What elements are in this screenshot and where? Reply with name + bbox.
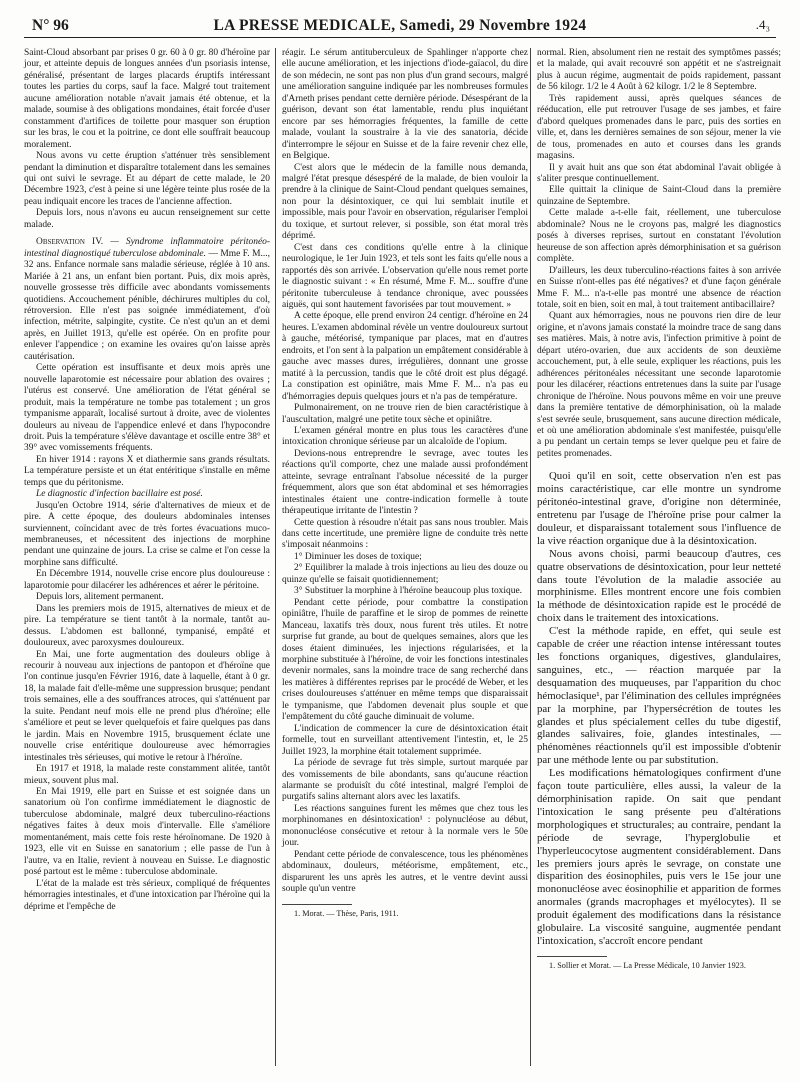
conclusion-section <box>537 470 781 948</box>
paragraph: Jusqu'en Octobre 1914, série d'alternatives de mieux et de pire. A cette époque, des douleurs abdominales intenses surviennent, coïncidant avec de très fortes évacuations muco-membraneuses, et nécessitent des injections de morphine pendant une quinzaine de jours. La crise se calme et l'on cesse la morphine sans difficulté. <box>24 500 270 568</box>
paragraph: A cette époque, elle prend environ 24 centigr. d'héroïne en 24 heures. L'examen abdominal révèle un ventre douloureux surtout à gauche, météorisé, tympanique par places, mat en d'autres endroits, et l'on sent à la palpation un empâtement considérable à gauche avec masses dures, irrégulières, donnant une grosse matité à la percussion, tandis que le côté droit est plus dégagé. La constipation est opiniâtre, mais Mme F. M... n'a pas eu d'hémorragies depuis quelques jours et n'a pas de température. <box>282 311 528 402</box>
observation-heading <box>24 237 270 363</box>
paragraph: Depuis lors, nous n'avons eu aucun renseignement sur cette malade. <box>24 208 270 230</box>
paragraph: Il y avait huit ans que son état abdominal l'avait obligée à s'aliter presque continuellement. <box>537 162 781 184</box>
paragraph: Cette question à résoudre n'était pas sans nous troubler. Mais dans cette incertitude, une première ligne de conduite très nette s'imposait néanmoins : <box>282 517 528 551</box>
paragraph: C'est alors que le médecin de la famille nous demanda, malgré l'état presque désespéré de la malade, de bien vouloir la prendre à la clinique de Saint-Cloud pendant quelques semaines, non pour la désintoxiquer, ce qui lui semblait inutile et impossible, mais pour l'avoir en observation, régulariser l'emploi du toxique, et surtout relever, si possible, son état moral très déprimé. <box>282 162 528 242</box>
paragraph: Devions-nous entreprendre le sevrage, avec toutes les réactions qu'il comporte, chez une malade aussi profondément atteinte, sevrage entraînant l'absolue nécessité de la purger fréquemment, alors que son état abdominal et ses hémorragies intestinales étaient une contre-indication formelle à toute thérapeutique irritante de l'intestin ? <box>282 448 528 517</box>
observation-title: — Syndrome inflammatoire péritonéo-intestinal diagnostiqué tuberculose abdominale. <box>24 237 270 259</box>
paragraph: En hiver 1914 : rayons X et diathermie sans grands résultats. La température persiste et un état entéritique s'installe en même temps que du péritonisme. <box>24 454 270 488</box>
paragraph: L'état de la malade est très sérieux, compliqué de fréquentes hémorragies intestinales, et d'une intoxication par l'héroïne qui la déprime et l'empêche de <box>24 878 270 912</box>
paragraph: En 1917 et 1918, la malade reste constamment alitée, tantôt mieux, souvent plus mal. <box>24 764 270 786</box>
paragraph: L'indication de commencer la cure de désintoxication était formelle, tout en surveillant attentivement l'intestin, et, le 25 Juillet 1923, la morphine était totalement supprimée. <box>282 723 528 757</box>
paragraph: C'est dans ces conditions qu'elle entre à la clinique neurologique, le 1er Juin 1923, et tels sont les faits qu'elle nous a rapportés dès son arrivée. L'observation qu'elle nous remet porte le diagnostic suivant : « En résumé, Mme F. M... souffre d'une péritonite tuberculeuse à tendance chronique, avec poussées aiguës, qui sont hautement favorisées par tout mouvement. » <box>282 242 528 310</box>
paragraph: C'est la méthode rapide, en effet, qui seule est capable de créer une réaction intense intéressant toutes les fonctions organiques, digestives, glandulaires, sanguines, etc., — réaction marquée par la desquamation des muqueuses, par l'apparition du choc hémoclasique¹, par l'élimination des cellules imprégnées par la morphine, par l'hypersécrétion de toutes les glandes et plus spécialement celles du tube digestif, glandes salivaires, foie, glandes intestinales, — phénomènes réactionnels qu'il est impossible d'obtenir par une méthode lente ou par substitution. <box>537 625 781 767</box>
footnote: 1. Sollier et Morat. — La Presse Médicale, 10 Janvier 1923. <box>549 960 746 970</box>
column-3 <box>537 48 781 971</box>
paragraph: Saint-Cloud absorbant par prises 0 gr. 60 à 0 gr. 80 d'héroïne par jour, et atteinte depuis de longues années d'un psoriasis intense, généralisé, présentant de larges placards éruptifs intéressant toutes les parties du corps, sauf la face. Malgré tout traitement aucune amélioration notable n'avait jamais été obtenue, et la malade, soumise à des obligations mondaines, était forcée d'user constamment d'artifices de toilette pour masquer son éruption sur les bras, le cou et la poitrine, ce dont elle souffrait beaucoup moralement. <box>24 48 270 150</box>
paragraph: Dans les premiers mois de 1915, alternatives de mieux et de pire. La température se tient tantôt à la normale, tantôt au-dessus. L'abdomen est ballonné, tympanisé, empâté et douloureux, avec paroxysmes douloureux. <box>24 603 270 649</box>
list-item: 1° Diminuer les doses de toxique; <box>294 551 422 562</box>
column-1 <box>24 48 270 913</box>
column-divider <box>530 48 531 1066</box>
paragraph: Cette malade a-t-elle fait, réellement, une tuberculose abdominale? Nous ne le croyons pas, malgré les diagnostics posés à diverses reprises, surtout en constatant l'évolution heureuse de son affection après démorphinisation et sa guérison complète. <box>537 208 781 265</box>
paragraph: Nous avons vu cette éruption s'atténuer très sensiblement pendant la diminution et disparaître totalement dans les semaines qui ont suivi le sevrage. Et au départ de cette malade, le 20 Décembre 1923, c'est à peine si une légère teinte plus rosée de la peau indiquait encore les traces de l'ancienne affection. <box>24 151 270 207</box>
paragraph: Quoi qu'il en soit, cette observation n'en est pas moins caractéristique, car elle montre un syndrome péritonéo-intestinal grave, d'origine non déterminée, entretenu par l'usage de l'héroïne prise pour calmer la douleur, et disparaissant totalement sous l'influence de la vive réaction organique due à la désintoxication. <box>537 470 781 547</box>
page-number: .4₃ <box>755 17 770 32</box>
paragraph: Quant aux hémorragies, nous ne pouvons rien dire de leur origine, et n'avons jamais constaté la moindre trace de sang dans ses matières. Mais, à notre avis, l'infection primitive à point de départ utéro-ovarien, due aux accidents de son deuxième accouchement, put, à elle seule, expliquer les réactions, puis les adhérences péritonéales nécessitant une seconde laparotomie pour les dilacérer, réactions entretenues dans la suite par l'usage chronique de l'héroïne. Nous pouvons même en voir une preuve dans la première tentative de démorphinisation, où la malade s'est sevrée seule, brusquement, sans aucune direction médicale, et où une amélioration abdominale s'est manifestée, puisqu'elle a pu pendant un certain temps se lever quelque peu et faire de petites promenades. <box>537 311 781 459</box>
paragraph: normal. Rien, absolument rien ne restait des symptômes passés; et la malade, qui avait recouvré son appétit et ne s'astreignait plus à aucun régime, augmentait de poids rapidement, passant de 56 kilogr. 1/2 le 4 Août à 62 kilogr. 1/2 le 8 Septembre. <box>537 48 781 93</box>
paragraph: Pulmonairement, on ne trouve rien de bien caractéristique à l'auscultation, malgré une petite toux sèche et opiniâtre. <box>282 403 528 425</box>
issue-number: N° 96 <box>32 17 69 34</box>
page-header <box>26 14 774 38</box>
paragraph: Les modifications hématologiques confirment d'une façon toute particulière, elles aussi, la valeur de la démorphinisation rapide. On sait que pendant l'intoxication le sang présente peu d'altérations morphologiques et structurales; au contraire, pendant la période de sevrage, l'hyperglobulie et l'hyperleucocytose augmentent considérablement. Dans les premiers jours après le sevrage, on constate une disparition des éosinophiles, puis vers le 15e jour une mononucléose avec éosinophilie et apparition de formes anormales (grands macrophages et myélocytes). Il se produit également des modifications dans la résistance globulaire. La viscosité sanguine, augmentée pendant l'intoxication, s'accroît encore pendant <box>537 767 781 947</box>
paragraph: — Mme F. M..., 32 ans. Enfance normale sans maladie sérieuse, réglée à 10 ans. Mariée à 21 ans, un enfant bien portant. Puis, dix mois après, nouvelle grossesse très difficile avec abondants vomissements quotidiens. Accouchement pénible, déchirures multiples du col, rétroversion. Elle n'est pas soignée immédiatement, d'où infection, métrite, salpingite, cystite. Ce n'est qu'un an et demi après, en Juillet 1913, qu'elle est opérée. On en profite pour enlever l'appendice ; on examine les ovaires qu'on laisse après cautérisation. <box>24 248 270 362</box>
paragraph: La période de sevrage fut très simple, surtout marquée par des vomissements de bile abondants, sans qu'aucune réaction alarmante se produisît du côté intestinal, malgré l'emploi de purgatifs salins alternant alors avec les laxatifs. <box>282 758 528 803</box>
list-item: 2° Equilibrer la malade à trois injections au lieu des douze ou quinze qu'elle se faisait quotidiennement; <box>282 563 528 585</box>
journal-title: LA PRESSE MEDICALE, Samedi, 29 Novembre 1924 <box>213 17 587 34</box>
column-2 <box>282 48 528 919</box>
header-rule <box>24 37 776 38</box>
paragraph: Nous avons choisi, parmi beaucoup d'autres, ces quatre observations de désintoxication, pour leur netteté dans toute l'évolution de la maladie associée au morphinisme. Elles montrent encore une fois combien la méthode de désintoxication rapide est le procédé de choix dans le traitement des intoxications. <box>537 547 781 625</box>
paragraph: Cette opération est insuffisante et deux mois après une nouvelle laparotomie est nécessaire pour ablation des ovaires ; l'utérus est conservé. Une amélioration de l'état général se produit, mais la température ne tombe pas totalement ; un gros tympanisme apparaît, localisé surtout à droite, avec de violentes douleurs au niveau de l'appendice enlevé et dans l'hypocondre droit. Puis la température s'élève davantage et oscille entre 38° et 39° avec vomissements fréquents. <box>24 363 270 454</box>
paragraph: D'ailleurs, les deux tuberculino-réactions faites à son arrivée en Suisse n'ont-elles pas été négatives? et d'une façon générale Mme F. M... n'a-t-elle pas montré une absence de réaction totale, soit en bien, soit en mal, à tout traitement antibacillaire? <box>537 265 781 310</box>
footnote-rule <box>537 956 607 957</box>
paragraph: Elle quittait la clinique de Saint-Cloud dans la première quinzaine de Septembre. <box>537 185 781 207</box>
list-item: 3° Substituer la morphine à l'héroïne beaucoup plus toxique. <box>294 586 522 597</box>
paragraph: Les réactions sanguines furent les mêmes que chez tous les morphinomanes en désintoxication¹ : polynucléose au début, mononucléose consécutive et retour à la normale vers le 50e jour. <box>282 803 528 849</box>
paragraph: Le diagnostic d'infection bacillaire est posé. <box>36 489 203 500</box>
paragraph: Pendant cette période de convalescence, tous les phénomènes abdominaux, douleurs, météorisme, empâtement, etc., disparurent les uns après les autres, et le ventre devint aussi souple qu'un ventre <box>282 849 528 895</box>
column-divider <box>275 48 276 1066</box>
footnote: 1. Morat. — Thèse, Paris, 1911. <box>294 908 399 918</box>
paragraph: En Décembre 1914, nouvelle crise encore plus douloureuse : laparotomie pour dilacérer les adhérences et aérer le péritoine. <box>24 569 270 591</box>
paragraph: réagir. Le sérum antituberculeux de Spahlinger n'apporte chez elle aucune amélioration, et les injections d'iode-gaïacol, du dire de son médecin, ne sont pas non plus d'un grand secours, malgré une amélioration sanguine indiquée par les nombreuses formules d'Arneth prises pendant cette dernière période. Désespérant de la guérison, devant son état lamentable, rendu plus inquiétant encore par ses hémorragies fréquentes, la famille de cette malade, voulant la soustraire à la vie des sanatoria, décide d'interrompre le séjour en Suisse et de la faire revenir chez elle, en Belgique. <box>282 48 528 162</box>
paragraph: En Mai 1919, elle part en Suisse et est soignée dans un sanatorium où l'on confirme immédiatement le diagnostic de tuberculose abdominale, malgré deux tuberculino-réactions négatives faites à deux mois d'intervalle. Elle s'améliore momentanément, mais cette fois reste héroïnomane. De 1920 à 1923, elle vit en Suisse en sanatorium ; elle passe de l'un à l'autre, va en Italie, revient à nouveau en Suisse. Le diagnostic posé partout est le même : tuberculose abdominale. <box>24 787 270 878</box>
paragraph: Très rapidement aussi, après quelques séances de rééducation, elle put retrouver l'usage de ses jambes, et faire d'abord quelques promenades dans le parc, puis des sorties en ville, et, dans les dernières semaines de son séjour, mener la vie de tous, promenades en auto et courses dans les grands magasins. <box>537 93 781 162</box>
paragraph: Pendant cette période, pour combattre la constipation opiniâtre, l'huile de paraffine et le sirop de pommes de reinette Manceau, laxatifs très doux, nous furent très utiles. Et notre surprise fut grande, au bout de quelques semaines, alors que les doses étaient diminuées, les injections régularisées, et la morphine substituée à l'héroïne, de voir les fonctions intestinales devenir normales, sans la moindre trace de sang recherché dans les matières à différentes reprises par le procédé de Weber, et les crises douloureuses s'atténuer en même temps que disparaissait le tympanisme, que l'abdomen devenait plus souple et que l'empâtement du côté gauche diminuait de volume. <box>282 597 528 723</box>
paragraph: L'examen général montre en plus tous les caractères d'une intoxication chronique sérieuse par un alcaloïde de l'opium. <box>282 425 528 448</box>
footnote-rule <box>282 904 352 905</box>
paragraph: Depuis lors, alitement permanent. <box>36 592 164 603</box>
paragraph: En Mai, une forte augmentation des douleurs oblige à recourir à nouveau aux injections de pantopon et d'héroïne que l'on continue jusqu'en Février 1916, date à laquelle, étant à 0 gr. 18, la malade fait d'elle-même une suppression brusque; pendant trois semaines, elle a des souffrances atroces, qui s'atténuent par la suite. Pendant neuf mois elle ne prend plus d'héroïne; elle s'améliore et peut se lever quelquefois et faire quelques pas dans le jardin. Mais en Novembre 1915, brusquement éclate une nouvelle crise entéritique douloureuse avec hémorragies intestinales très sérieuses, qui motive le retour à l'héroïne. <box>24 649 270 763</box>
observation-label: Observation IV. <box>36 237 104 248</box>
